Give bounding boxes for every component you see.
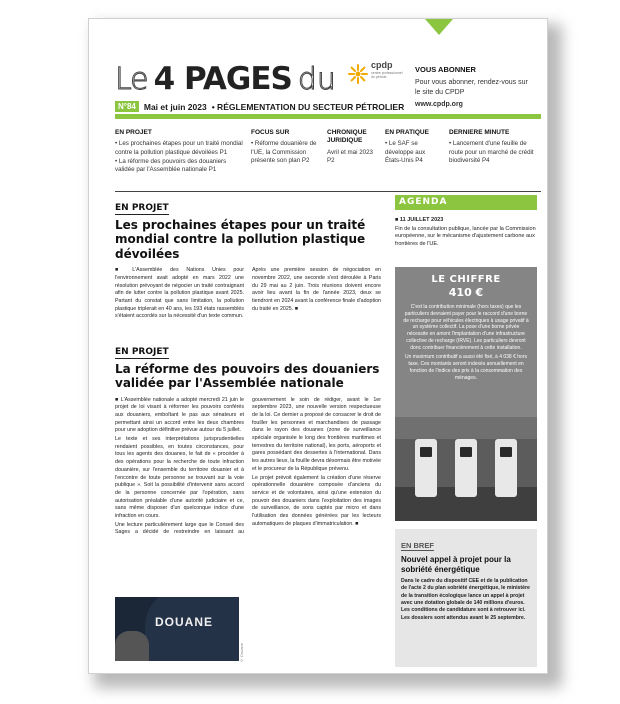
summary-bar [115, 129, 541, 187]
charging-unit [455, 439, 477, 497]
summary-item[interactable]: • Réforme douanière de l'UE, la Commission présente son plan P2 [251, 140, 317, 164]
summary-item[interactable]: Avril et mai 2023 P2 [327, 148, 373, 164]
charging-unit [415, 439, 437, 497]
article-kicker: EN PROJET [115, 203, 169, 213]
article-paragraph: Le texte et ses interprétations jurisprudentielles rendaient possibles, en toutes circonstances, pour tous les agents des douanes, le fait de « procéder à des opérations pour la recherche de toute infraction douanière, sur l'ensemble du territoire douanier et à l'encontre de toute personne se trouvant sur la voie publique ». Soit la possibilité d'intervenir sans accord de la personne concernée par l'opération, sans autorisation préalable d'une autorité judiciaire et ce, sans même disposer d'un quelconque indice d'une infraction en cours. [115, 436, 244, 519]
agenda-body [395, 217, 537, 249]
article-paragraph: ■ L'Assemblée nationale a adopté mercredi 21 juin le projet de loi visant à réformer les pouvoirs conférés aux douaniers, emboîtant le pas aux sénateurs et permettant ainsi un accord entre les deux chambres pour une adoption définitive prévue autour du 5 juillet. [115, 396, 244, 434]
summary-item[interactable]: • Lancement d'une feuille de route pour un marché de crédit biodiversité P4 [449, 140, 534, 164]
article-headline: La réforme des pouvoirs des douaniers validée par l'Assemblée nationale [115, 362, 380, 391]
le-chiffre-box [395, 267, 537, 521]
en-bref-box [395, 529, 537, 667]
photo-credit: © Douane [239, 643, 244, 664]
subscribe-text: Pour vous abonner, rendez-vous sur le site du CPDP [415, 79, 528, 96]
summary-heading: FOCUS SUR [251, 129, 290, 136]
summary-col-derniere-minute [449, 129, 537, 187]
charging-unit [495, 439, 517, 497]
charging-station-photo [395, 417, 537, 521]
charging-screen [460, 447, 472, 457]
article-headline: Les prochaines étapes pour un traité mondial contre la pollution plastique dévoilées [115, 218, 366, 261]
chiffre-paragraph: C'est la contribution minimale (hors taxes) que les particuliers devraient payer pour le raccord d'une borne de recharge pour véhicules électriques à usage privatif à un système collectif. La pose d'une borne privée nécessite en amont l'implantation d'une infrastructure collective de recharge (IRVE). Les particuliers devront donc contribuer financièrement à cette installation. [403, 304, 529, 351]
summary-col-pratique [385, 129, 443, 187]
cpdp-logo-icon [347, 63, 369, 85]
summary-col-chronique [327, 129, 379, 187]
masthead-title: 4 PAGES [153, 61, 292, 97]
summary-item[interactable]: • Les prochaines étapes pour un traité mondial contre la pollution plastique dévoilées P1 [115, 140, 243, 156]
chiffre-paragraph: Un maximum contributif a aussi été fixé, à 4 038 € hors taxe. Ces montants seront indexés annuellement en fonction de l'indice des prix à la consommation des ménages. [404, 354, 527, 381]
summary-item[interactable]: • La réforme des pouvoirs des douaniers validée par l'Assemblée nationale P1 [115, 157, 227, 173]
station-wall [395, 417, 537, 439]
green-tab-marker [425, 19, 453, 35]
sniffer-dog [115, 631, 149, 661]
newsletter-page [88, 18, 548, 674]
article-body [115, 267, 381, 321]
agenda-text: Fin de la consultation publique, lancée par la Commission européenne, sur le mécanisme d'ajustement carbone aux frontières de l'UE. [395, 225, 536, 248]
article-kicker: EN PROJET [115, 347, 169, 357]
masthead [115, 53, 336, 95]
en-bref-text: Dans le cadre du dispositif CEE et de la publication de l'acte 2 du plan sobriété énergétique, le ministère de la transition écologique lance un appel à projet avec une dotation globale de 140 millions d'euros. Les conditions de candidature sont à retrouver ici. Les dossiers sont attendus avant le 25 septembre. [401, 578, 530, 621]
issue-number-badge: N°84 [115, 101, 139, 112]
logo-subtitle: centre professionnel du pétrole [371, 71, 403, 80]
issue-line [115, 101, 404, 112]
issue-date: Mai et juin 2023 [143, 101, 207, 112]
chiffre-title: LE CHIFFRE [431, 274, 501, 285]
douane-patch: DOUANE [155, 615, 214, 629]
en-bref-title: Nouvel appel à projet pour la sobriété énergétique [401, 555, 511, 574]
en-bref-heading: EN BREF [401, 541, 434, 550]
subscribe-title: VOUS ABONNER [415, 65, 476, 74]
masthead-du: du [297, 62, 336, 97]
summary-rule [115, 191, 541, 192]
summary-heading: EN PRATIQUE [385, 129, 429, 136]
summary-item[interactable]: • Le SAF se développe aux États-Unis P4 [385, 140, 426, 164]
subscribe-box [415, 65, 535, 109]
chiffre-text [395, 299, 537, 381]
charging-screen [500, 447, 512, 457]
summary-col-en-projet [115, 129, 245, 187]
article-paragraph: Le projet prévoit également la création d'une réserve opérationnelle douanière composée d'anciens du service et de volontaires, ainsi qu'une extension du pouvoir des douaniers dans l'exploitation des images de surveillance, de sons captés par micro et dans l'utilisation des données générées par les lecteurs automatiques de plaques d'immatriculation. ■ [252, 474, 381, 527]
summary-heading: CHRONIQUE JURIDIQUE [327, 129, 367, 145]
charging-screen [420, 447, 432, 457]
customs-officer-photo [115, 597, 239, 661]
agenda-date: ■ 11 JUILLET 2023 [395, 217, 444, 223]
agenda-header: AGENDA [395, 195, 537, 210]
article-paragraph: Après une première session de négociation en novembre 2022, une seconde s'est déroulée à Paris du 29 mai au 2 juin. Trois réunions doivent encore avoir lieu avant la fin de l'année 2023, deux se tiendront en 2024 avant la conférence finale d'adoption du traité en 2025. ■ [252, 267, 381, 312]
article-paragraph: Une lecture particulièrement large que le Conseil des Sages a décidé de restreindre en laissant au gouvernement le soin de rédiger, avant le 1er septembre 2023, une nouvelle version respectueuse de la loi. Ce dernier a proposé de consacrer le droit de fouiller les personnes et marchandises de passage dans le rayon des douanes (zone de surveillance spéciale organisée le long des frontières maritimes et terrestres du territoire national), les ports, aéroports et gares possédant des dessertes à l'international. Dans les autres lieux, la fouille devra désormais être motivée et le procureur de la République prévenu. [115, 396, 381, 536]
chiffre-value: 410 € [448, 286, 484, 299]
header-rule [115, 114, 541, 119]
article-paragraph: ■ L'Assemblée des Nations Unies pour l'environnement avait adopté en mars 2022 une résolution prévoyant de négocier un traité contraignant afin de lutter contre la pollution plastique avant 2025. Partant du constat que sans limitation, la pollution plastique triplerait en 40 ans, les 193 états rassemblés s'étaient accordés sur la nécessité d'un texte commun. [115, 267, 244, 320]
subscribe-link[interactable]: www.cpdp.org [415, 101, 463, 108]
logo-text: cpdp [371, 60, 393, 70]
officer-jacket [145, 597, 239, 661]
summary-heading: DERNIERE MINUTE [449, 129, 510, 136]
article-plastic-treaty [115, 197, 381, 335]
masthead-le: Le [115, 62, 148, 97]
summary-heading: EN PROJET [115, 129, 152, 136]
issue-topic: • RÉGLEMENTATION DU SECTEUR PÉTROLIER [211, 101, 405, 112]
summary-col-focus [251, 129, 321, 187]
